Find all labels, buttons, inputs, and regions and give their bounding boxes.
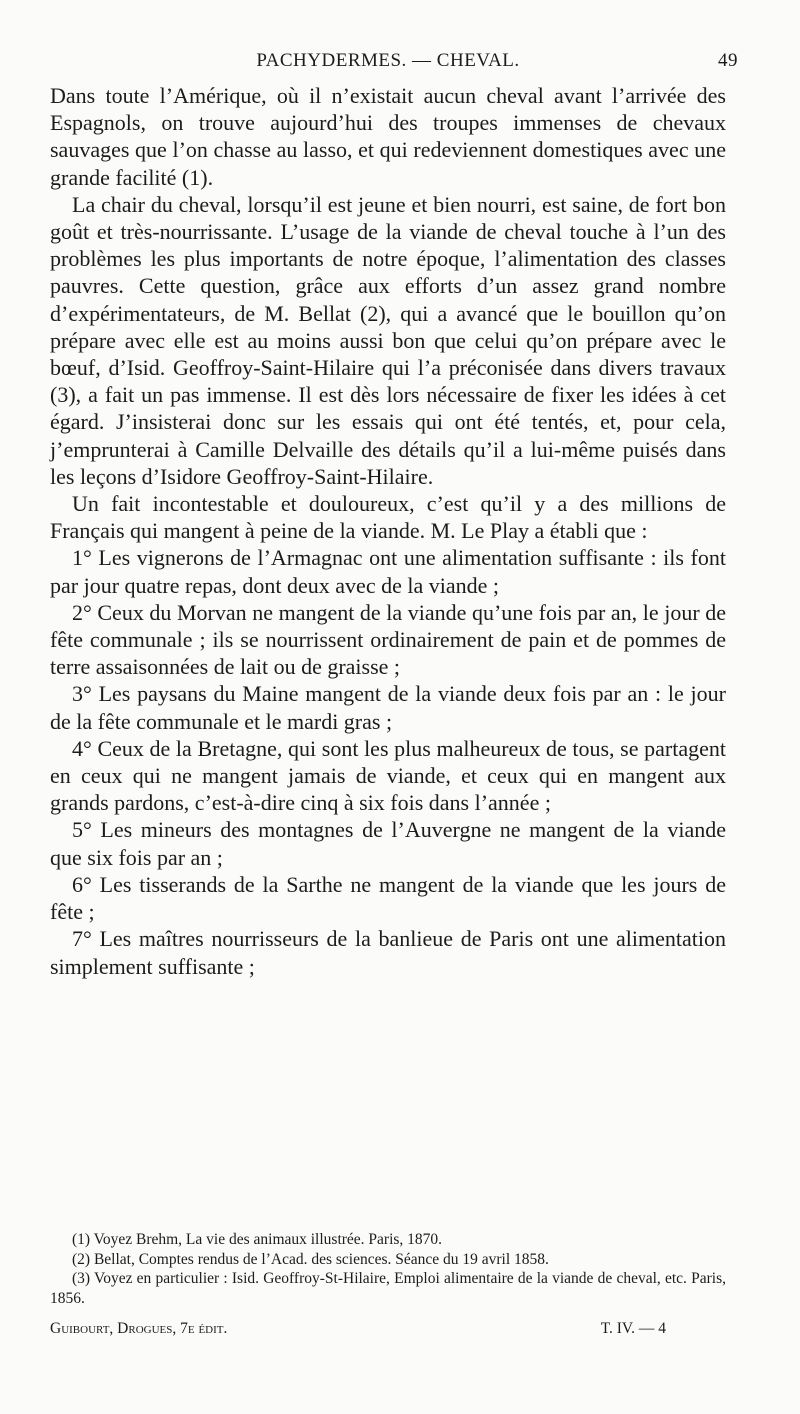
- footnote: (3) Voyez en particulier : Isid. Geoffroy-St-Hilaire, Emploi alimentaire de la viande de cheval, etc. Paris, 1856.: [50, 1270, 726, 1307]
- list-item: 2° Ceux du Morvan ne mangent de la viande qu’une fois par an, le jour de fête communale ; ils se nourrissent ordinairement de pain et de pommes de terre assaisonnées de lait ou de graisse ;: [50, 599, 726, 680]
- list-item: 6° Les tisserands de la Sarthe ne mangent de la viande que les jours de fête ;: [50, 871, 726, 925]
- running-title: PACHYDERMES. — CHEVAL.: [256, 50, 520, 71]
- list-item: 1° Les vignerons de l’Armagnac ont une alimentation suffisante : ils font par jour quatre repas, dont deux avec de la viande ;: [50, 545, 726, 598]
- list-item: 7° Les maîtres nourrisseurs de la banlieue de Paris ont une alimentation simplement suffisante ;: [50, 926, 726, 979]
- page-number: 49: [718, 50, 738, 71]
- running-header: [50, 50, 738, 78]
- list-item: 5° Les mineurs des montagnes de l’Auvergne ne mangent de la viande que six fois par an ;: [50, 817, 726, 870]
- signature-mark: Guibourt, Drogues, 7e édit.: [50, 1320, 228, 1337]
- page-footer: [50, 1320, 726, 1342]
- paragraph: Dans toute l’Amérique, où il n’existait aucun cheval avant l’arrivée des Espagnols, on trouve aujourd’hui des troupes immenses de chevaux sauvages que l’on chasse au lasso, et qui redeviennent domestiques avec une grande facilité (1).: [50, 83, 726, 190]
- footnote: (2) Bellat, Comptes rendus de l’Acad. des sciences. Séance du 19 avril 1858.: [72, 1250, 549, 1268]
- list-item: 3° Les paysans du Maine mangent de la viande deux fois par an : le jour de la fête communale et le mardi gras ;: [50, 681, 726, 734]
- paragraph: La chair du cheval, lorsqu’il est jeune et bien nourri, est saine, de fort bon goût et très-nourrissante. L’usage de la viande de cheval touche à l’un des problèmes les plus importants de notre époque, l’alimentation des classes pauvres. Cette question, grâce aux efforts d’un assez grand nombre d’expérimentateurs, de M. Bellat (2), qui a avancé que le bouillon qu’on prépare avec elle est au moins aussi bon que celui qu’on prépare avec le bœuf, d’Isid. Geoffroy-Saint-Hilaire qui l’a préconisée dans divers travaux (3), a fait un pas immense. Il est dès lors nécessaire de fixer les idées à cet égard. J’insisterai donc sur les essais qui ont été tentés, et, pour cela, j’emprunterai à Camille Delvaille des détails qu’il a lui-même puisés dans les leçons d’Isidore Geoffroy-Saint-Hilaire.: [50, 191, 726, 489]
- paragraph: Un fait incontestable et douloureux, c’est qu’il y a des millions de Français qui mangent à peine de la viande. M. Le Play a établi que :: [50, 491, 726, 544]
- footnotes: [50, 1230, 726, 1308]
- body-text: [50, 82, 726, 980]
- footnote: (1) Voyez Brehm, La vie des animaux illustrée. Paris, 1870.: [72, 1231, 443, 1248]
- list-item: 4° Ceux de la Bretagne, qui sont les plus malheureux de tous, se partagent en ceux qui ne mangent jamais de viande, et ceux qui en mangent aux grands pardons, c’est-à-dire cinq à six fois dans l’année ;: [50, 735, 726, 816]
- volume-mark: T. IV. — 4: [600, 1320, 666, 1337]
